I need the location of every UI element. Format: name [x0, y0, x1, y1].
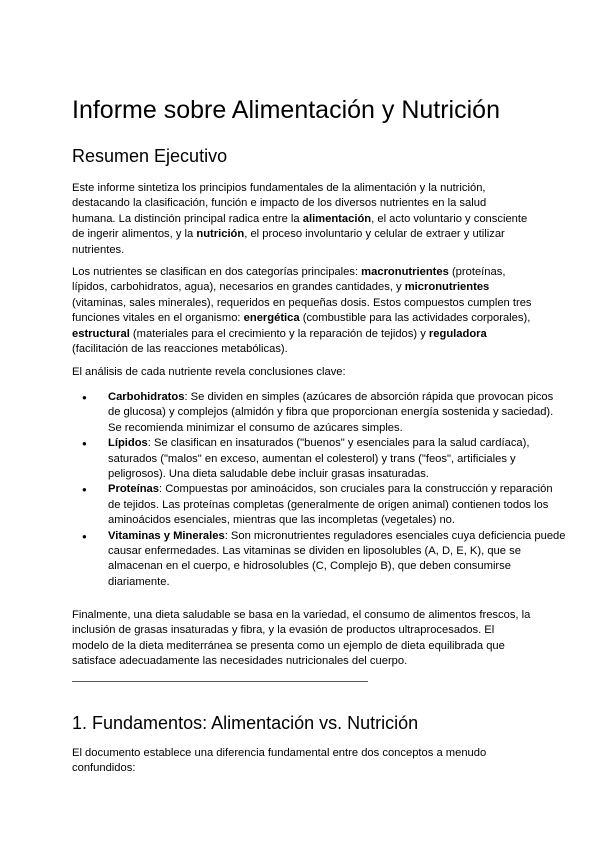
summary-paragraph-4: Finalmente, una dieta saludable se basa en la variedad, el consumo de alimentos frescos, la inclusión de grasas insaturadas y fibra, y la evasión de productos ultraprocesados. El modelo de la dieta mediterránea se presenta como un ejemplo de dieta equilibrada que satisface adecuadamente las necesidades nutricionales del cuerpo. — [72, 609, 531, 668]
list-item: ● Carbohidratos: Se dividen en simples (azúcares de absorción rápida que provocan picos de glucosa) y complejos (almidón y fibra que proporcionan energía sostenida y saciedad). Se recomienda minimizar el consumo de azúcares simples. — [108, 390, 568, 436]
list-item: ● Lípidos: Se clasifican en insaturados ("buenos" y esenciales para la salud cardíaca), saturados ("malos" en exceso, aumentan el colesterol) y trans ("feos", artificiales y peligrosos). Una dieta saludable debe incluir grasas insaturadas. — [108, 436, 568, 482]
executive-summary-heading: Resumen Ejecutivo — [72, 146, 228, 166]
list-item: ● Proteínas: Compuestas por aminoácidos, son cruciales para la construcción y reparación de tejidos. Las proteínas completas (generalmente de origen animal) contienen todos los aminoácidos esenciales, mientras que las incompletas (vegetales) no. — [108, 482, 568, 528]
nutrient-bullet-list — [72, 390, 568, 590]
summary-paragraph-2: Los nutrientes se clasifican en dos categorías principales: macronutrientes (proteínas, lípidos, carbohidratos, agua), necesarios en grandes cantidades, y micronutrientes (vitaminas, sales minerales), requeridos en pequeñas dosis. Estos compuestos cumplen tres funciones vitales en el organismo: energética (combustible para las actividades corporales), estructural (materiales para el crecimiento y la reparación de tejidos) y reguladora (facilitación de las reacciones metabólicas). — [72, 266, 532, 356]
section-divider — [72, 681, 368, 682]
document-title: Informe sobre Alimentación y Nutrición — [72, 96, 500, 124]
section-1-paragraph-1: El documento establece una diferencia fundamental entre dos conceptos a menudo confundidos: — [72, 747, 487, 775]
list-item: ● Vitaminas y Minerales: Son micronutrientes reguladores esenciales cuya deficiencia puede causar enfermedades. Las vitaminas se dividen en liposolubles (A, D, E, K), que se almacenan en el cuerpo, e hidrosolubles (C, Complejo B), que deben consumirse diariamente. — [108, 529, 568, 591]
summary-paragraph-1: Este informe sintetiza los principios fundamentales de la alimentación y la nutrición, destacando la clasificación, función e impacto de los diversos nutrientes en la salud humana. La distinción principal radica entre la alimentación, el acto voluntario y consciente de ingerir alimentos, y la nutrición, el proceso involuntario y celular de extraer y utilizar nutrientes. — [72, 182, 528, 256]
section-1-heading: 1. Fundamentos: Alimentación vs. Nutrición — [72, 713, 419, 733]
summary-paragraph-3: El análisis de cada nutriente revela conclusiones clave: — [72, 366, 346, 378]
